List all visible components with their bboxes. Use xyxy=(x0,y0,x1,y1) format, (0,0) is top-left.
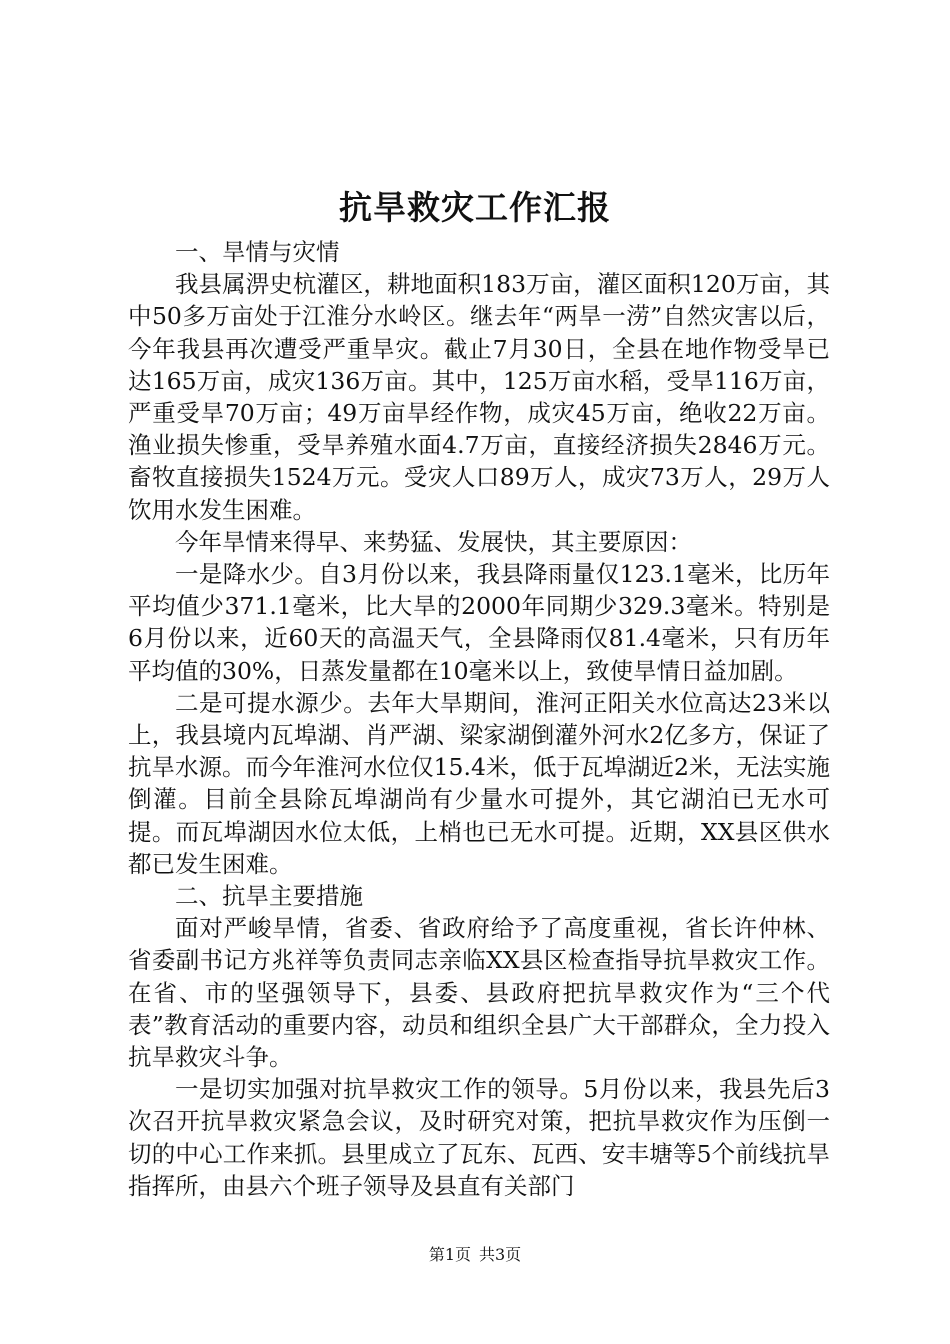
section-heading: 二、抗旱主要措施 xyxy=(175,882,363,911)
page-number: 第1页 xyxy=(428,1245,471,1264)
paragraph: 一是切实加强对抗旱救灾工作的领导。5月份以来，我县先后3次召开抗旱救灾紧急会议，及时研究对策，把抗旱救灾作为压倒一切的中心工作来抓。县里成立了瓦东、瓦西、安丰塘等5个前线抗旱指挥所，由县六个班子领导及县直有关部门 xyxy=(128,1075,830,1200)
paragraph: 面对严峻旱情，省委、省政府给予了高度重视，省长许仲林、省委副书记方兆祥等负责同志亲临XX县区检查指导抗旱救灾工作。在省、市的坚强领导下，县委、县政府把抗旱救灾作为“三个代表”教育活动的重要内容，动员和组织全县广大干部群众，全力投入抗旱救灾斗争。 xyxy=(128,914,830,1072)
document-body xyxy=(128,236,830,1202)
paragraph: 一是降水少。自3月份以来，我县降雨量仅123.1毫米，比历年平均值少371.1毫米，比大旱的2000年同期少329.3毫米。特别是6月份以来，近60天的高温天气，全县降雨仅81.4毫米，只有历年平均值的30%，日蒸发量都在10毫米以上，致使旱情日益加剧。 xyxy=(128,560,830,685)
paragraph: 今年旱情来得早、来势猛、发展快，其主要原因： xyxy=(175,527,692,556)
paragraph: 我县属淠史杭灌区，耕地面积183万亩，灌区面积120万亩，其中50多万亩处于江淮分水岭区。继去年“两旱一涝”自然灾害以后，今年我县再次遭受严重旱灾。截止7月30日，全县在地作物受旱已达165万亩，成灾136万亩。其中，125万亩水稻，受旱116万亩，严重受旱70万亩；49万亩旱经作物，成灾45万亩，绝收22万亩。渔业损失惨重，受旱养殖水面4.7万亩，直接经济损失2846万元。畜牧直接损失1524万元。受灾人口89万人，成灾73万人，29万人饮用水发生困难。 xyxy=(128,270,830,524)
page-footer xyxy=(0,1244,950,1266)
section-heading: 一、旱情与灾情 xyxy=(175,238,340,266)
page-total: 共3页 xyxy=(479,1245,522,1264)
document-title: 抗旱救灾工作汇报 xyxy=(339,188,611,227)
paragraph: 二是可提水源少。去年大旱期间，淮河正阳关水位高达23米以上，我县境内瓦埠湖、肖严湖、梁家湖倒灌外河水2亿多方，保证了抗旱水源。而今年淮河水位仅15.4米，低于瓦埠湖近2米，无法实施倒灌。目前全县除瓦埠湖尚有少量水可提外，其它湖泊已无水可提。而瓦埠湖因水位太低，上梢也已无水可提。近期，XX县区供水都已发生困难。 xyxy=(128,688,830,878)
